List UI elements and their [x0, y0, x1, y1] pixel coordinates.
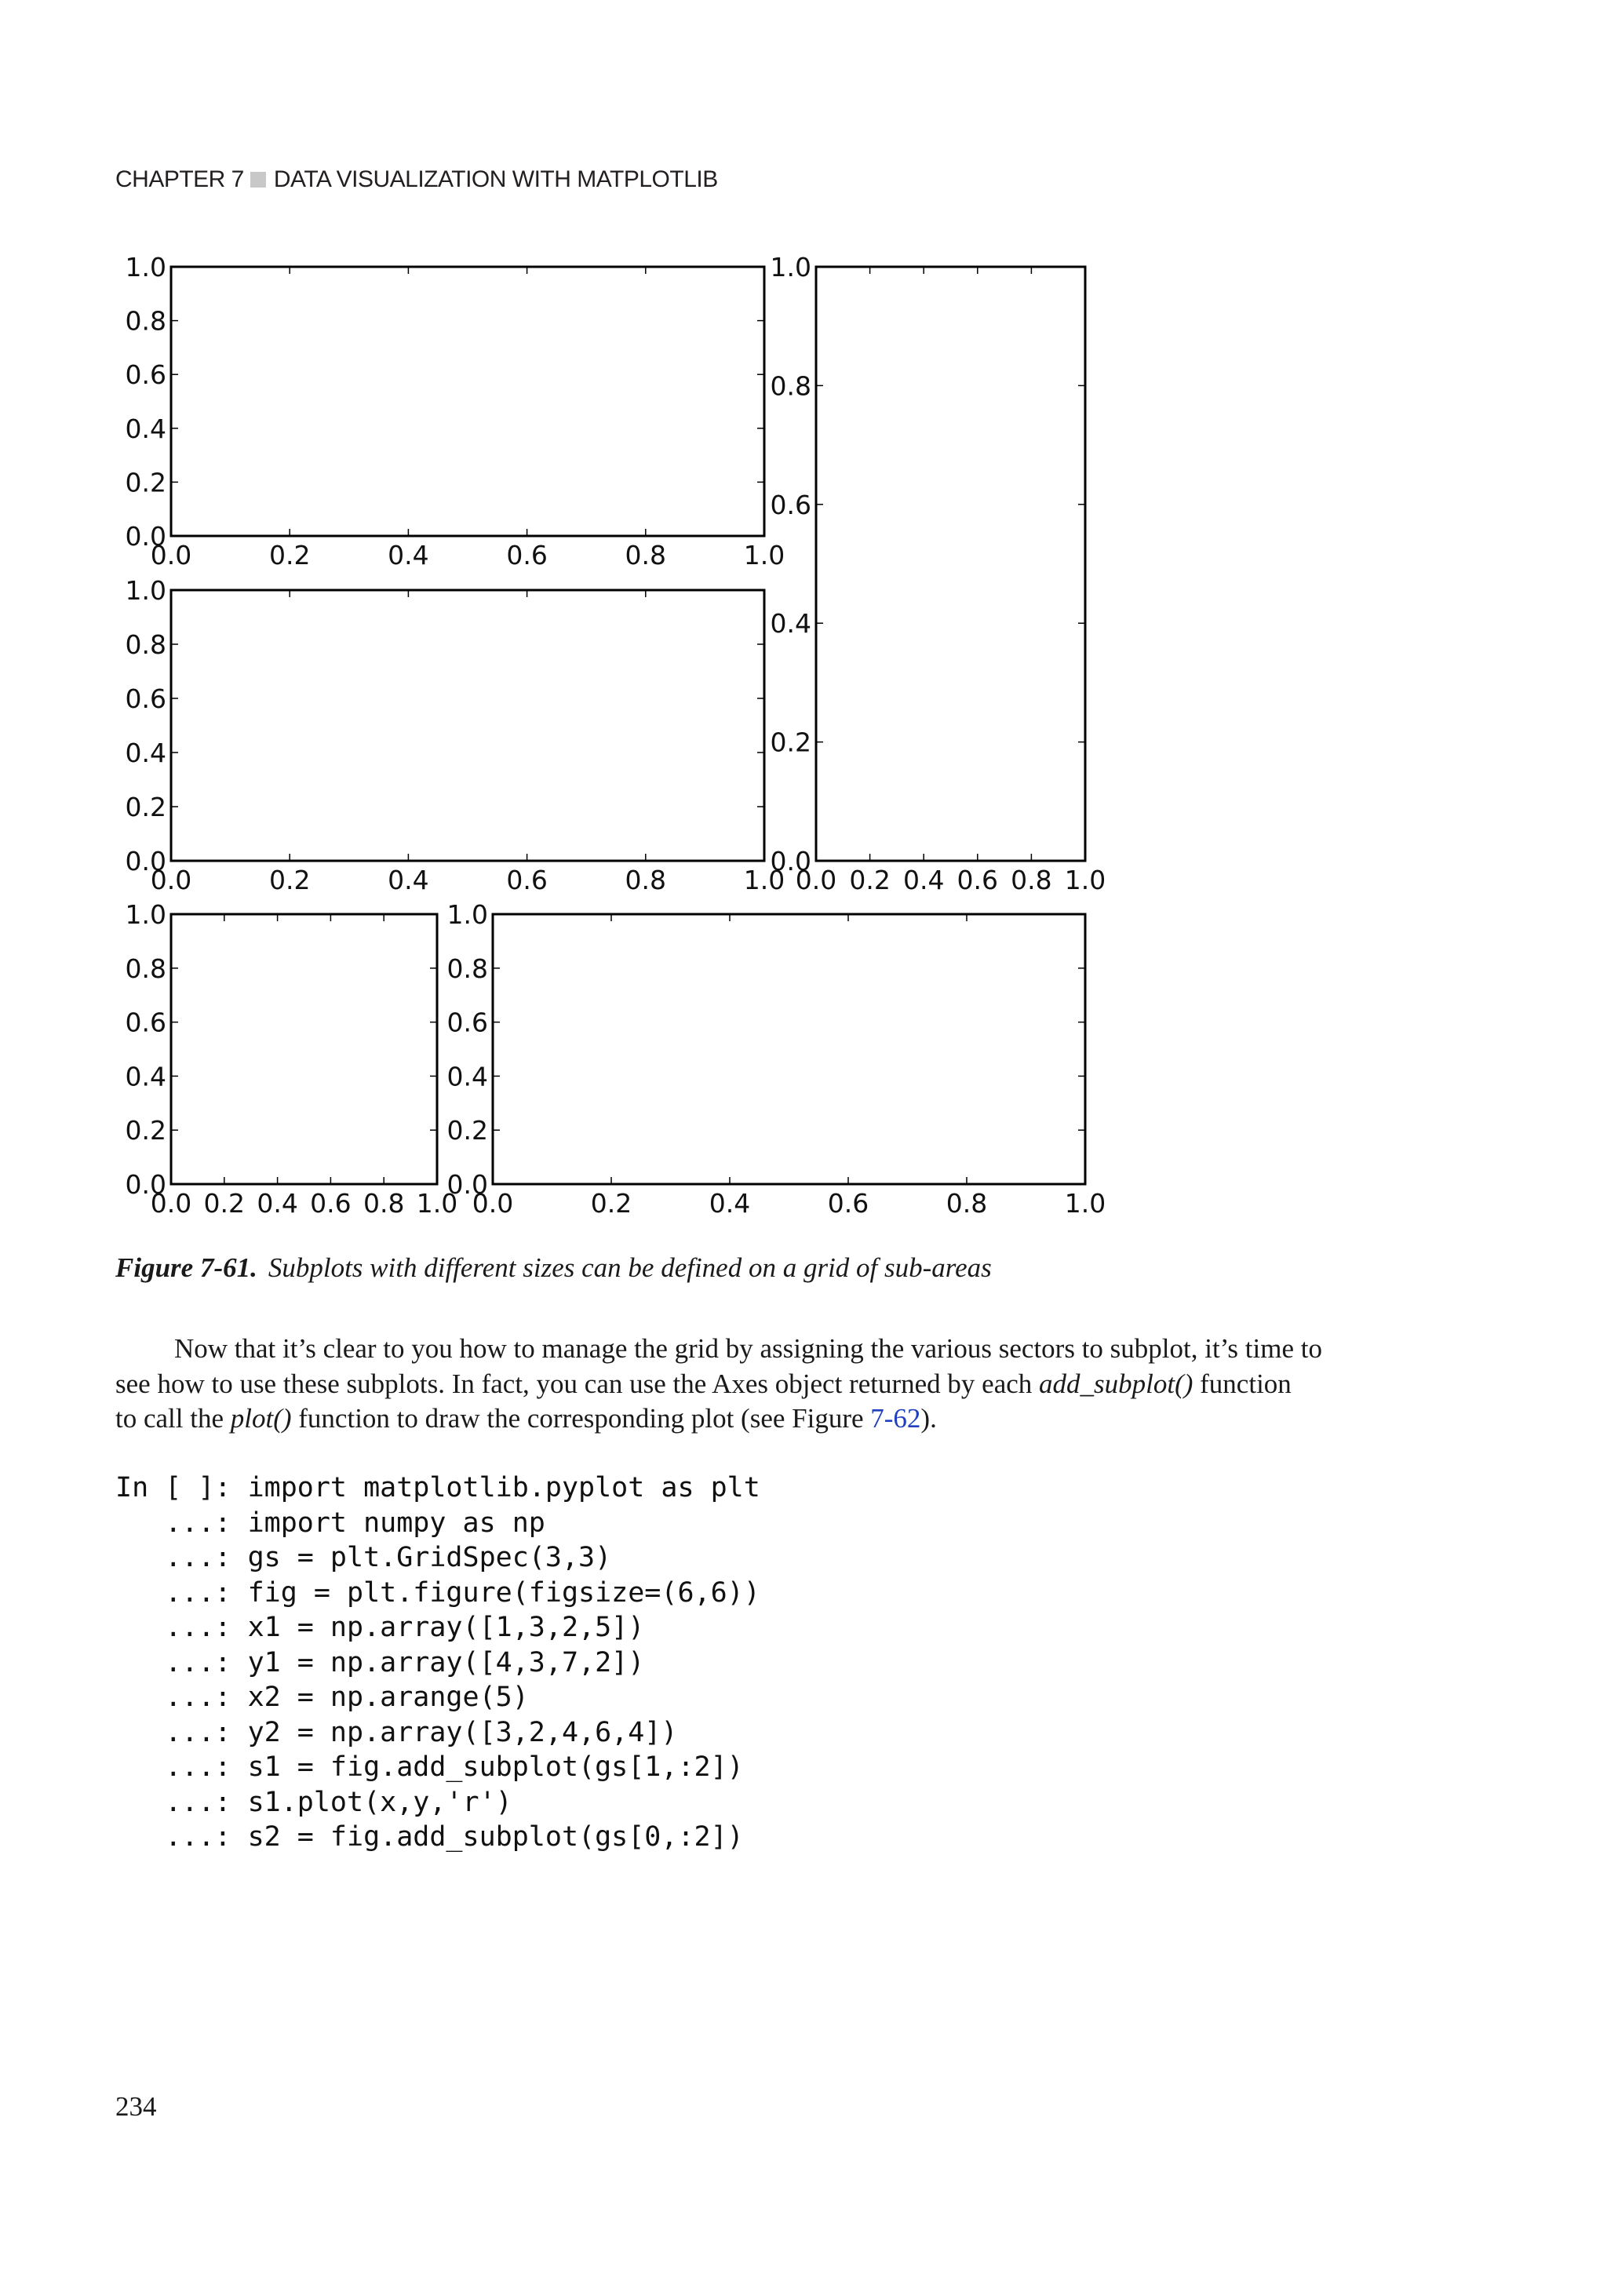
code-line: ...: s1.plot(x,y,'r'): [115, 1786, 512, 1818]
x-tick-label: 0.8: [946, 1188, 988, 1219]
x-tick-label: 0.4: [388, 540, 429, 570]
code-line: ...: s1 = fig.add_subplot(gs[1,:2]): [115, 1751, 744, 1783]
code-line: ...: x2 = np.arange(5): [115, 1682, 529, 1713]
y-tick-label: 0.8: [125, 305, 166, 337]
x-tick-label: 1.0: [416, 1188, 458, 1219]
y-tick-label: 0.0: [446, 1169, 488, 1200]
y-tick-label: 0.4: [125, 738, 166, 768]
body-paragraph: [115, 1332, 1434, 1437]
x-tick-label: 0.8: [625, 540, 667, 570]
chapter-label: CHAPTER 7: [115, 166, 244, 192]
figure-caption-text: Subplots with different sizes can be defined on a grid of sub-areas: [268, 1252, 992, 1283]
y-tick-label: 0.6: [125, 359, 166, 391]
y-tick-label: 1.0: [446, 899, 488, 930]
axes-frame: [171, 267, 764, 536]
x-tick-label: 0.6: [506, 865, 548, 895]
x-tick-label: 1.0: [1064, 1188, 1106, 1219]
y-tick-label: 1.0: [125, 252, 166, 282]
paragraph-line: [115, 1401, 1434, 1437]
x-tick-label: 1.0: [743, 540, 785, 570]
x-tick-label: 0.8: [1011, 865, 1052, 895]
code-line: ...: import numpy as np: [115, 1507, 545, 1539]
code-line: ...: y2 = np.array([3,2,4,6,4]): [115, 1716, 678, 1748]
y-tick-label: 0.8: [125, 629, 166, 660]
x-tick-label: 0.0: [472, 1188, 514, 1219]
paragraph-line: Now that it’s clear to you how to manage the grid by assigning the various sectors to subplot, it’s time to: [174, 1333, 1322, 1364]
x-tick-label: 0.0: [150, 540, 192, 570]
code-line: ...: y1 = np.array([4,3,7,2]): [115, 1646, 645, 1678]
x-tick-label: 0.6: [827, 1188, 869, 1219]
y-tick-label: 0.4: [125, 413, 166, 444]
y-tick-label: 1.0: [125, 899, 166, 930]
axes-frame: [816, 267, 1085, 861]
paragraph-line: [115, 1367, 1434, 1402]
inline-code-term: add_subplot(): [1039, 1368, 1193, 1399]
x-tick-label: 0.2: [203, 1188, 246, 1219]
y-tick-label: 0.8: [125, 953, 166, 984]
y-tick-label: 0.8: [446, 953, 488, 984]
axes-frame: [171, 914, 437, 1184]
x-tick-label: 0.0: [150, 865, 192, 895]
y-tick-label: 0.6: [770, 489, 811, 520]
x-tick-label: 0.2: [849, 865, 891, 895]
y-tick-label: 0.6: [125, 683, 166, 714]
axes-frame: [493, 914, 1085, 1184]
y-tick-label: 0.8: [770, 370, 811, 402]
page-number: 234: [115, 2091, 157, 2122]
code-line: ...: x1 = np.array([1,3,2,5]): [115, 1612, 645, 1643]
y-tick-label: 0.0: [125, 521, 166, 552]
x-tick-label: 0.6: [506, 540, 548, 570]
paragraph-text: function to draw the corresponding plot (see Figure: [291, 1403, 871, 1434]
paragraph-text: ).: [920, 1403, 937, 1434]
y-tick-label: 0.6: [125, 1007, 166, 1038]
y-tick-label: 0.0: [125, 1169, 166, 1200]
code-line: ...: gs = plt.GridSpec(3,3): [115, 1542, 612, 1573]
x-tick-label: 0.4: [902, 865, 945, 895]
x-tick-label: 0.8: [625, 865, 667, 895]
x-tick-label: 0.2: [268, 540, 311, 570]
y-tick-label: 0.2: [125, 792, 166, 822]
x-tick-label: 0.2: [268, 865, 311, 895]
y-tick-label: 0.4: [446, 1061, 488, 1092]
y-tick-label: 1.0: [770, 252, 811, 282]
y-tick-label: 0.0: [125, 846, 166, 876]
y-tick-label: 0.4: [125, 1061, 166, 1092]
x-tick-label: 0.4: [257, 1188, 298, 1219]
code-line: In [ ]: import matplotlib.pyplot as plt: [115, 1472, 760, 1503]
y-tick-label: 0.2: [125, 467, 166, 498]
inline-code-term: plot(): [230, 1403, 292, 1434]
y-tick-label: 0.2: [770, 727, 811, 758]
code-listing: [115, 1471, 760, 1855]
x-tick-label: 0.6: [310, 1188, 352, 1219]
chapter-title: DATA VISUALIZATION WITH MATPLOTLIB: [273, 166, 718, 192]
x-tick-label: 0.0: [150, 1188, 192, 1219]
y-tick-label: 0.4: [770, 608, 811, 640]
x-tick-label: 0.4: [709, 1188, 751, 1219]
paragraph-text: see how to use these subplots. In fact, you can use the Axes object returned by each: [115, 1368, 1040, 1399]
y-tick-label: 1.0: [125, 575, 166, 606]
paragraph-text: function: [1193, 1368, 1292, 1399]
code-line: ...: fig = plt.figure(figsize=(6,6)): [115, 1576, 760, 1609]
x-tick-label: 0.4: [388, 865, 429, 895]
figure-label: Figure 7-61.: [115, 1252, 257, 1283]
figure-reference-link[interactable]: 7-62: [870, 1403, 921, 1434]
code-line: ...: s2 = fig.add_subplot(gs[0,:2]): [115, 1821, 744, 1853]
paragraph-text: to call the: [115, 1403, 231, 1434]
y-tick-label: 0.2: [125, 1115, 166, 1146]
x-tick-label: 0.2: [590, 1188, 632, 1219]
axes-frame: [171, 590, 764, 861]
x-tick-label: 0.8: [363, 1188, 405, 1219]
figure-caption: [115, 1252, 992, 1284]
x-tick-label: 0.0: [795, 865, 837, 895]
y-tick-label: 0.0: [770, 846, 811, 876]
x-tick-label: 0.6: [957, 865, 999, 895]
x-tick-label: 1.0: [1064, 865, 1106, 895]
y-tick-label: 0.6: [446, 1007, 488, 1038]
x-tick-label: 1.0: [743, 865, 785, 895]
y-tick-label: 0.2: [446, 1115, 488, 1146]
